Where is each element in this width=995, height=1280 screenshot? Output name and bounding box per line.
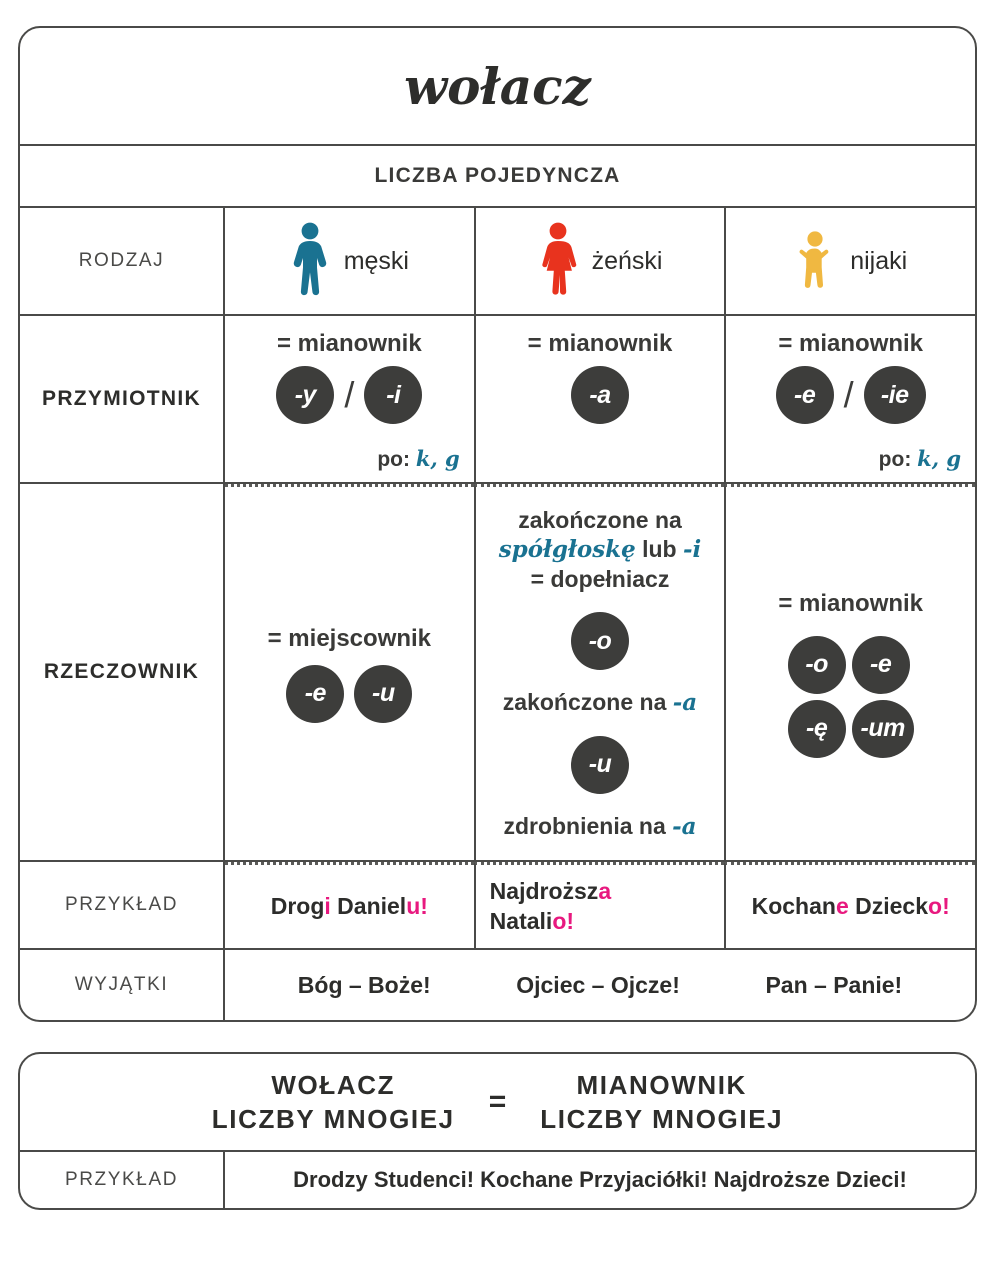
adjective-cell-neuter [724,316,975,482]
gender-cell-masculine [225,208,474,314]
gender-cell-neuter [724,208,975,314]
ending-badge: -ie [864,366,926,424]
adjective-equals-masculine: = mianownik [276,330,422,357]
noun-endings-masculine [286,665,412,723]
ending-badge: -o [571,612,629,670]
adjective-equals-neuter: = mianownik [778,330,924,357]
singular-table-card [18,26,977,1022]
noun-rule1-feminine: zakończone na spółgłoskę lub -i = dopełniacz [498,506,702,592]
plural-rule-row [20,1054,975,1152]
exception-item: Ojciec – Ojcze! [516,971,680,998]
noun-cell-feminine [474,484,725,860]
adjective-endings-feminine [571,366,629,424]
noun-row [20,484,975,862]
female-person-icon [538,222,578,301]
ending-badge: -um [852,700,914,758]
male-person-icon [290,222,330,301]
adjective-note-masculine: po: k, g [377,446,460,471]
gender-cell-feminine [474,208,725,314]
adjective-note-neuter: po: k, g [878,446,962,471]
row-label-adjective: PRZYMIOTNIK [20,316,225,482]
noun-cell-masculine [225,484,474,860]
plural-rule-card [18,1052,977,1210]
adjective-endings-masculine [276,366,422,424]
row-label-noun: RZECZOWNIK [20,484,225,860]
row-label-exceptions: WYJĄTKI [20,950,225,1020]
noun-ending2-feminine [571,736,629,794]
slash-separator: / [344,374,355,415]
noun-equals-masculine: = miejscownik [267,624,432,652]
example-text-neuter: Kochane Dziecko! [751,892,950,919]
plural-example-text: Drodzy Studenci! Kochane Przyjaciółki! Najdroższe Dzieci! [293,1167,907,1192]
example-cell-neuter [724,862,975,948]
adjective-equals-feminine: = mianownik [527,330,673,357]
example-cell-feminine [474,862,725,948]
gender-label-feminine: żeński [591,246,663,275]
example-row [20,862,975,950]
chart-title-row [20,28,975,146]
ending-badge: -o [788,636,846,694]
example-text-feminine: Najdroższa Natalio! [489,877,612,934]
noun-equals-neuter: = mianownik [778,589,924,617]
page-title: wołacz [404,56,591,116]
ending-badge: -e [286,665,344,723]
exceptions-row [20,950,975,1020]
adjective-endings-neuter [776,366,926,424]
adjective-cell-feminine [474,316,725,482]
gender-row [20,208,975,316]
row-label-plural-example: PRZYKŁAD [20,1152,225,1208]
example-text-masculine: Drogi Danielu! [270,892,428,919]
exception-item: Pan – Panie! [765,971,903,998]
child-person-icon [794,229,836,294]
plural-nominative-label: MIANOWNIK LICZBY MNOGIEJ [540,1069,784,1134]
noun-ending1-feminine [571,612,629,670]
exceptions-list [225,950,975,1020]
equals-sign: = [488,1085,507,1118]
ending-badge: -i [364,366,422,424]
slash-separator: / [843,374,854,415]
exception-item: Bóg – Boże! [297,971,431,998]
noun-cell-neuter [724,484,975,860]
plural-example-row [20,1152,975,1208]
ending-badge: -y [276,366,334,424]
adjective-cell-masculine [225,316,474,482]
singular-heading-row [20,146,975,208]
adjective-row [20,316,975,484]
row-label-example: PRZYKŁAD [20,862,225,948]
noun-endings-neuter [788,636,914,758]
example-cell-masculine [225,862,474,948]
ending-badge: -e [776,366,834,424]
row-label-gender: RODZAJ [20,208,225,314]
plural-vocative-label: WOŁACZ LICZBY MNOGIEJ [211,1069,455,1134]
gender-label-masculine: męski [343,246,409,275]
ending-badge: -u [571,736,629,794]
singular-heading: LICZBA POJEDYNCZA [374,164,621,187]
ending-badge: -a [571,366,629,424]
ending-badge: -e [852,636,910,694]
gender-label-neuter: nijaki [850,246,908,275]
noun-rule2-feminine: zakończone na -a [502,689,698,717]
noun-rule3-feminine: zdrobnienia na -a [503,812,697,840]
ending-badge: -ę [788,700,846,758]
ending-badge: -u [354,665,412,723]
